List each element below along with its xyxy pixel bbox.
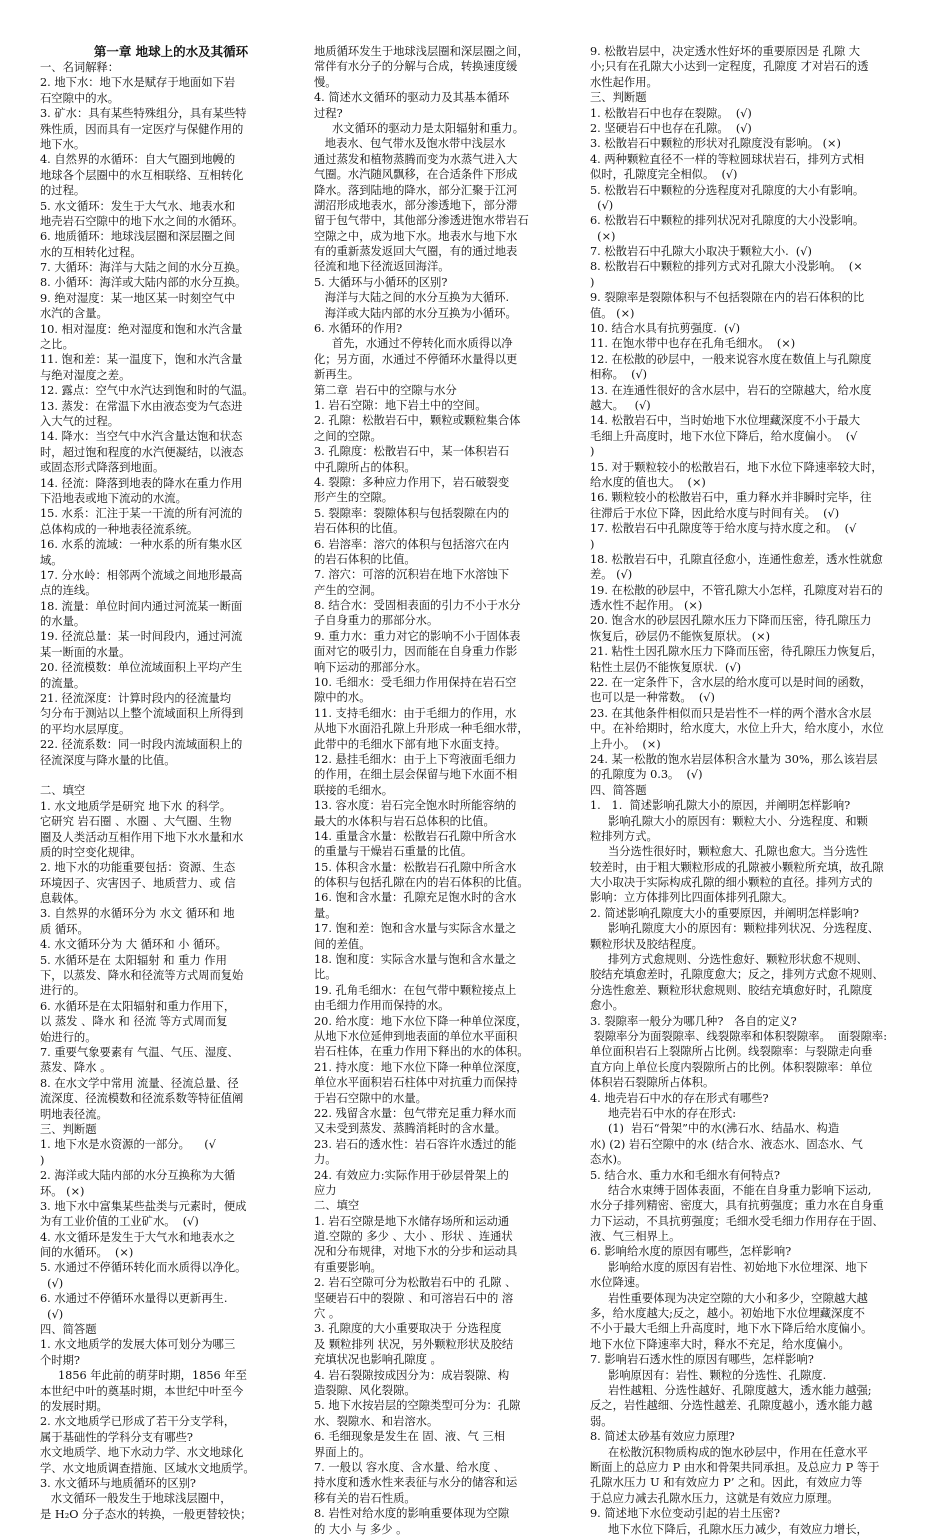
text-line: 2. 孔隙：松散岩石中，颗粒或颗粒集合体 <box>314 414 521 428</box>
text-line: 影响：立方体排列比四面体排列孔隙大。 <box>590 891 794 905</box>
text-line: (√) <box>40 1276 64 1290</box>
text-line: 2. 地下水：地下水是赋存于地面如下岩 <box>40 76 236 90</box>
text-line: 进行的。 <box>40 984 86 998</box>
text-line: 8. 结合水：受固相表面的引力不小于水分 <box>314 599 521 613</box>
text-line: 18. 饱和度：实际含水量与饱和含水量之 <box>314 953 517 967</box>
text-line: 地下水位下降后，孔隙水压力减少，有效应力增长， <box>590 1522 868 1536</box>
text-line: 11. 在饱水带中也存在孔角毛细水。 (×) <box>590 337 796 351</box>
text-line: 13. 在连通性很好的含水层中，岩石的空隙越大，给水度 <box>590 383 872 397</box>
text-line: 2. 海洋或大陆内部的水分互换称为大循 <box>40 1169 236 1183</box>
text-line: 2. 岩石空隙可分为松散岩石中的 孔隙 、 <box>314 1276 517 1290</box>
text-line: 地下水。 <box>40 137 86 151</box>
text-line: 15. 水系：汇注于某一干流的所有河流的 <box>40 507 243 521</box>
text-line: 隙中的水。 <box>314 691 371 705</box>
text-line: 液、气三相界上。 <box>590 1230 681 1244</box>
text-line: 二、填空 <box>314 1199 360 1213</box>
text-line: 19. 孔角毛细水：在包气带中颗粒接点上 <box>314 983 517 997</box>
text-line: 水性起作用。 <box>590 75 658 89</box>
text-line <box>40 768 302 783</box>
text-line: 及 颗粒排列 状况，另外颗粒形状及胶结 <box>314 1337 514 1351</box>
text-line: 21. 径流深度：计算时段内的径流量均 <box>40 692 232 706</box>
text-line: 三、判断题 <box>40 1122 97 1136</box>
text-line: 四、简答题 <box>40 1323 97 1337</box>
text-line: 水分子排列精密、密度大，具有抗剪强度；重力水在自身重 <box>590 1199 884 1213</box>
text-line: 2. 坚硬岩石中也存在孔隙。 (√) <box>590 121 752 135</box>
text-line: 于总应力减去孔隙水压力，这就是有效应力原理。 <box>590 1491 839 1505</box>
text-line: 18. 流量：单位时间内通过河流某一断面 <box>40 599 243 613</box>
text-line: (1) 岩石“骨架”中的水(沸石水、结晶水、构造 <box>590 1122 840 1136</box>
text-line: ) <box>40 1153 45 1167</box>
text-line: 8. 松散岩石中颗粒的排列方式对孔隙大小没影响。 (× <box>590 260 863 274</box>
text-line: 7. 松散岩石中孔隙大小取决于颗粒大小. (√) <box>590 245 812 259</box>
text-line: 4. 地壳岩石中水的存在形式有哪些? <box>590 1091 769 1105</box>
text-line: 22. 径流系数：同一时段内流域面积上的 <box>40 738 243 752</box>
text-line: 粒排列方式。 <box>590 829 658 843</box>
text-line: 间的水循环。 (×) <box>40 1246 134 1260</box>
text-line: 的体积与包括孔隙在内的岩石体积的比值。 <box>314 876 529 890</box>
text-line: 明地表径流。 <box>40 1107 108 1121</box>
text-line: 差。 (√) <box>590 568 633 582</box>
text-line: (√) <box>40 1307 64 1321</box>
text-line: 地壳岩石空隙中的地下水之间的水循环。 <box>40 214 244 228</box>
text-line: 坚硬岩石中的裂隙 、和可溶岩石中的 溶 <box>314 1291 514 1305</box>
text-line: 之比。 <box>40 338 74 352</box>
text-line: 3. 松散岩石中颗粒的形状对孔隙度没有影响。 (×) <box>590 137 841 151</box>
text-line: 下，以蒸发、降水和径流等方式周而复始 <box>40 969 244 983</box>
text-line: ) <box>590 275 595 289</box>
column-3 <box>590 44 910 1537</box>
text-line: 属于基础性的学科分支有哪些? <box>40 1430 193 1444</box>
text-line: 径流和地下径流返回海洋。 <box>314 260 450 274</box>
text-line: 岩石体积的比值。 <box>314 522 405 536</box>
text-line: 24. 某一松散的饱水岩层体积含水量为 30%，那么该岩层 <box>590 752 878 766</box>
text-line: 6. 水通过不停循环水量得以更新再生. <box>40 1292 228 1306</box>
text-line: 慢。 <box>314 75 337 89</box>
text-line: 2. 简述影响孔隙度大小的重要原因，并阐明怎样影响? <box>590 906 859 920</box>
text-line: 以 蒸发 、降水 和 径流 等方式周而复 <box>40 1015 228 1029</box>
text-line: 海洋与大陆之间的水分互换为大循环. <box>314 291 510 305</box>
text-line: 2. 水文地质学已形成了若干分支学科， <box>40 1415 236 1429</box>
text-line: 5. 松散岩石中颗粒的分选程度对孔隙度的大小有影响。 <box>590 183 865 197</box>
text-line: 水文循环的驱动力是太阳辐射和重力。 <box>314 121 525 135</box>
text-line: 似时，孔隙度完全相似。 (√) <box>590 168 738 182</box>
text-line: 3. 水文循环与地质循环的区别? <box>40 1476 196 1490</box>
text-line: 地质循环发生于地球浅层圈和深层圈之间， <box>314 45 529 58</box>
text-line: 值。 (×) <box>590 306 635 320</box>
text-line: 息载体。 <box>40 892 86 906</box>
text-line: 10. 结合水具有抗剪强度. (√) <box>590 322 741 336</box>
text-line: 小;只有在孔隙大小达到一定程度，孔隙度 才对岩石的透 <box>590 60 869 74</box>
text-line: 由毛细力作用而保持的水。 <box>314 999 450 1013</box>
text-line: 12. 悬挂毛细水：由于上下弯液面毛细力 <box>314 752 517 766</box>
text-line: 9. 裂隙率是裂隙体积与不包括裂隙在内的岩石体积的比 <box>590 291 865 305</box>
text-line: 质 循环。 <box>40 922 89 936</box>
column-1 <box>40 44 302 1522</box>
text-line: 8. 小循环：海洋或大陆内部的水分互换。 <box>40 276 247 290</box>
text-line: 透水性不起作用。 (×) <box>590 599 703 613</box>
text-line: 越大。 (√) <box>590 398 651 412</box>
text-line: 体积岩石裂隙所占体积。 <box>590 1076 715 1090</box>
text-line: 影响孔隙度大小的原因有：颗粒排列状况、分选程度、 <box>590 922 880 936</box>
text-line: 1. 岩石空隙是地下水储存场所和运动通 <box>314 1214 510 1228</box>
column-2 <box>314 44 578 1537</box>
text-line: 一、名词解释： <box>40 61 120 74</box>
text-line: 的孔隙度为 0.3。 (√) <box>590 768 703 782</box>
text-line: 联接的毛细水。 <box>314 783 394 797</box>
text-line: 14. 降水：当空气中水汽含量达饱和状态 <box>40 430 243 444</box>
text-line: 岩性越粗、分选性越好、孔隙度越大，透水能力越强; <box>590 1383 872 1397</box>
text-line: 水文循环一般发生于地球浅层圈中， <box>40 1492 232 1506</box>
text-line: 匀分布于测站以上整个流域面积上所得到 <box>40 707 244 721</box>
text-line: 7. 一般以 容水度、含水量、给水度 、 <box>314 1460 506 1474</box>
text-line: 个时期? <box>40 1353 80 1367</box>
text-line: 1. 松散岩石中也存在裂隙。 (√) <box>590 106 752 120</box>
text-line: 颗粒形状及胶结程度。 <box>590 937 703 951</box>
text-line: 6. 水循环是在太阳辐射和重力作用下， <box>40 999 236 1013</box>
text-line: 从地下水位延伸到地表面的单位水平面积 <box>314 1030 518 1043</box>
text-line: 1. 1. 简述影响孔隙大小的原因，并阐明怎样影响? <box>590 799 851 813</box>
text-line: 造裂隙、风化裂隙。 <box>314 1383 416 1397</box>
text-line: 22. 在一定条件下，含水层的给水度可以是时间的函数， <box>590 676 872 690</box>
text-line: 4. 裂隙：多种应力作用下，岩石破裂变 <box>314 475 510 489</box>
text-line: 岩石柱体，在重力作用下释出的水的体积。 <box>314 1045 529 1059</box>
text-line: 蒸发、降水 。 <box>40 1061 112 1075</box>
text-line: 响下运动的那部分水。 <box>314 660 427 674</box>
text-line: 充填状况也影响孔隙度 。 <box>314 1353 442 1367</box>
text-line: 力。 <box>314 1153 337 1167</box>
text-line: 6. 岩溶率：溶穴的体积与包括溶穴在内 <box>314 537 510 551</box>
text-line: 的水量。 <box>40 615 86 629</box>
text-line: 的作用，在细土层会保留与地下水面不相 <box>314 768 518 782</box>
text-line: 22. 残留含水量：包气带充足重力释水而 <box>314 1106 517 1120</box>
text-line: 影响给水度的原因有岩性、初始地下水位埋深、地下 <box>590 1260 868 1274</box>
text-line: (×) <box>590 229 616 243</box>
text-line: 3. 自然界的水循环分为 水文 循环和 地 <box>40 907 235 921</box>
text-line: 质的时空变化规律。 <box>40 845 142 859</box>
text-line: 14. 径流：降落到地表的降水在重力作用 <box>40 476 243 490</box>
text-line: 地球各个层圈中的水互相联络、互相转化 <box>40 168 244 182</box>
text-line: 7. 溶穴：可溶的沉积岩在地下水溶蚀下 <box>314 568 510 582</box>
text-line: 9. 重力水：重力对它的影响不小于固体表 <box>314 629 521 643</box>
text-line: 始进行的。 <box>40 1030 97 1044</box>
text-line: 4. 简述水文循环的驱动力及其基本循环 <box>314 91 510 105</box>
text-line: 12. 露点：空气中水汽达到饱和时的气温。 <box>40 384 254 398</box>
text-line: 有的重新蒸发返回大气圈，有的通过地表 <box>314 245 518 259</box>
text-line: 水位降速。 <box>590 1276 647 1290</box>
text-line: 过程? <box>314 106 343 120</box>
text-line: 穴 。 <box>314 1307 341 1321</box>
text-line: 最大的水体积与岩石总体积的比值。 <box>314 814 495 828</box>
text-line: 空隙之中，成为地下水。地表水与地下水 <box>314 229 518 243</box>
text-line: 断面上的总应力 P 由水和骨架共同承担。及总应力 P 等于 <box>590 1460 880 1474</box>
text-line: 8. 岩性对给水度的影响重要体现为空隙 <box>314 1507 510 1521</box>
text-line: 9. 松散岩层中，决定透水性好坏的重要原因是 孔隙 大 <box>590 45 861 58</box>
text-line: 20. 径流模数：单位流域面积上平均产生 <box>40 661 243 675</box>
text-line: 的过程。 <box>40 184 86 198</box>
text-line: 域。 <box>40 553 63 567</box>
text-line: 排列方式愈规则、分选性愈好、颗粒形状愈不规则、 <box>590 953 868 967</box>
text-line: 比。 <box>314 968 337 982</box>
text-line: 上升小。 (×) <box>590 737 661 751</box>
text-line: 量。 <box>314 906 337 920</box>
text-line: 往滞后于水位下降，因此给水度与时间有关。 (√) <box>590 506 840 520</box>
text-line: 也可以是一种常数。 (√) <box>590 691 715 705</box>
text-line: 9. 绝对湿度：某一地区某一时刻空气中 <box>40 291 236 305</box>
text-line: 13. 容水度：岩石完全饱水时所能容纳的 <box>314 799 517 813</box>
text-line: 时，超过饱和程度的水汽便凝结，以液态 <box>40 445 244 459</box>
text-line: ) <box>590 445 595 459</box>
text-line: 第二章 岩石中的空隙与水分 <box>314 383 457 397</box>
text-line: 21. 粘性土因孔隙水压力下降而压密，待孔隙压力恢复后， <box>590 645 883 659</box>
text-line: 7. 重要气象要素有 气温、气压、湿度、 <box>40 1046 239 1059</box>
text-line: 直方向上单位长度内裂隙所占的比例。体积裂隙率：单位 <box>590 1060 873 1074</box>
text-line: 13. 蒸发：在常温下水由液态变为气态进 <box>40 399 243 413</box>
text-line: 23. 岩石的透水性：岩石容许水透过的能 <box>314 1137 517 1151</box>
text-line: 5. 裂隙率：裂隙体积与包括裂隙在内的 <box>314 506 510 520</box>
text-line: 于岩石空隙中的水量。 <box>314 1091 427 1105</box>
text-line: 圈及人类活动互相作用下地下水水量和水 <box>40 830 244 844</box>
text-line: 降水。落到陆地的降水，部分汇聚于江河 <box>314 183 518 197</box>
text-line: 11. 支持毛细水：由于毛细力的作用，水 <box>314 706 517 720</box>
text-line: 15. 对于颗粒较小的松散岩石，地下水位下降速率较大时， <box>590 460 883 474</box>
text-line: 恢复后，砂层仍不能恢复原状。 (×) <box>590 629 771 643</box>
text-line: 单位水平面积岩石柱体中对抗重力而保持 <box>314 1076 518 1090</box>
text-line: 或固态形式降落到地面。 <box>40 461 165 475</box>
text-line: 5. 结合水、重力水和毛细水有何特点? <box>590 1168 780 1182</box>
text-line: 殊性质，因而具有一定医疗与保健作用的 <box>40 122 244 136</box>
text-line: 1. 水文地质学是研究 地下水 的科学。 <box>40 799 232 813</box>
text-line: 地表水、包气带水及饱水带中浅层水 <box>314 137 506 151</box>
text-line: 8. 在水文学中常用 流量、径流总量、径 <box>40 1076 239 1090</box>
text-line: 总体构成的一种地表径流系统。 <box>40 522 199 536</box>
text-line: 点的连线。 <box>40 584 97 598</box>
text-line: 3. 矿水：具有某些特殊组分，具有某些特 <box>40 107 247 121</box>
text-line: 裂隙率分为面裂隙率、线裂隙率和体积裂隙率。 面裂隙率: <box>590 1030 888 1043</box>
text-line: 19. 在松散的砂层中，不管孔隙大小怎样，孔隙度对岩石的 <box>590 583 883 597</box>
text-line: 流深度、径流模数和径流系数等特征值阐 <box>40 1092 244 1106</box>
text-line: 有重要影响。 <box>314 1260 382 1274</box>
text-line: 5. 水循环是在 太阳辐射 和 重力 作用 <box>40 953 227 967</box>
text-line: 3. 地下水中富集某些盐类与元素时，便成 <box>40 1199 247 1213</box>
text-line: 孔隙水压力 U 和有效应力 P’ 之和。因此，有效应力等 <box>590 1476 863 1490</box>
text-line: 4. 岩石裂隙按成因分为：成岩裂隙、构 <box>314 1368 510 1382</box>
text-line: 弱。 <box>590 1414 613 1428</box>
text-line: 20. 饱含水的砂层因孔隙水压力下降而压密，待孔隙压力 <box>590 614 872 628</box>
text-line: 4. 自然界的水循环：自大气圈到地幔的 <box>40 153 236 167</box>
text-line: 此带中的毛细水下部有地下水面支持。 <box>314 737 507 751</box>
text-line: 常伴有水分子的分解与合成，转换速度缓 <box>314 60 518 74</box>
text-line: 4. 两种颗粒直径不一样的等粒圆球状岩石，排列方式相 <box>590 152 865 166</box>
text-line: 道.空隙的 多少 、大小 、形状 、连通状 <box>314 1230 513 1244</box>
text-line: 石空隙中的水。 <box>40 91 120 105</box>
text-line: 8. 简述太砂基有效应力原理? <box>590 1430 735 1444</box>
text-line: 相称。 (√) <box>590 368 648 382</box>
text-line: 15. 体积含水量：松散岩石孔隙中所含水 <box>314 860 517 874</box>
text-line: 地下水位下降速率大时，释水不充足，给水度偏小。 <box>590 1337 850 1351</box>
text-line: 在松散沉积物质构成的饱水砂层中，作用在任意水平 <box>590 1445 868 1459</box>
text-line: 9. 简述地下水位变动引起的岩土压密? <box>590 1507 780 1521</box>
text-line: 1. 岩石空隙：地下岩土中的空间。 <box>314 398 487 412</box>
text-line: 水的互相转化过程。 <box>40 245 142 259</box>
text-line: 新再生。 <box>314 368 360 382</box>
text-line: 三、判断题 <box>590 91 647 105</box>
text-line: 海洋或大陆内部的水分互换为小循环。 <box>314 306 517 320</box>
text-line: 6. 水循环的作用? <box>314 322 403 336</box>
text-line: 19. 径流总量：某一时间段内，通过河流 <box>40 630 243 644</box>
text-line: 3. 孔隙度的大小重要取决于 分选程度 <box>314 1322 502 1336</box>
text-line: 为有工业价值的工业矿水。 (√) <box>40 1215 199 1229</box>
text-line: 之间的空隙。 <box>314 429 382 443</box>
text-line: 又未受到蒸发、蒸腾消耗时的含水量。 <box>314 1122 507 1136</box>
text-line: 水、裂隙水、和岩溶水。 <box>314 1414 439 1428</box>
text-line: 大小取决于实际构成孔隙的细小颗粒的直径。排列方式的 <box>590 876 873 890</box>
text-line: 18. 松散岩石中，孔隙直径愈小，连通性愈差，透水性就愈 <box>590 552 883 566</box>
text-line: 粘性土层仍不能恢复原状. (√) <box>590 660 742 674</box>
text-line: 6. 地质循环：地球浅层圈和深层圈之间 <box>40 230 236 244</box>
text-line: 本世纪中叶的奠基时期，本世纪中叶至今 <box>40 1384 244 1398</box>
text-line: 的发展时期。 <box>40 1399 108 1413</box>
text-line: 中。在补给期时，给水度大，水位上升大，给水度小，水位 <box>590 722 884 736</box>
text-line: 影响孔隙大小的原因有：颗粒大小、分选程度、和颗 <box>590 814 868 828</box>
text-line: 12. 在松散的砂层中，一般来说容水度在数值上与孔隙度 <box>590 352 872 366</box>
text-line: 中孔隙所占的体积。 <box>314 460 416 474</box>
text-line: 4. 水文循环是发生于大气水和地表水之 <box>40 1230 236 1244</box>
text-line: 2. 地下水的功能重要包括：资源、生态 <box>40 861 236 875</box>
text-line: 水汽的含量。 <box>40 307 108 321</box>
text-line: 界面上的。 <box>314 1445 371 1459</box>
text-line: 首先，水通过不停转化而水质得以净 <box>314 337 513 351</box>
text-line: 产生的空洞。 <box>314 583 382 597</box>
text-line: 7. 影响岩石透水性的原因有哪些，怎样影响? <box>590 1353 814 1367</box>
text-line: 下沿地表或地下流动的水流。 <box>40 491 187 505</box>
text-line: 岩性重要体现为决定空隙的大小和多少，空隙越大越 <box>590 1291 868 1305</box>
text-line: 气圈。水汽随风飘移，在合适条件下形成 <box>314 168 518 182</box>
text-line: 6. 影响给水度的原因有哪些，怎样影响? <box>590 1245 792 1259</box>
text-line: 胶结充填愈差时，孔隙度愈大；反之，排列方式愈不规则、 <box>590 968 884 982</box>
text-line: 某一断面的水量。 <box>40 645 131 659</box>
text-line: 环境因子、灾害因子、地质营力、或 信 <box>40 876 236 890</box>
text-line: 环。 (×) <box>40 1184 85 1198</box>
text-line: 间的差值。 <box>314 937 371 951</box>
text-line: 反之，岩性越细、分选性越差、孔隙度越小，透水能力越 <box>590 1399 873 1413</box>
text-line: 14. 松散岩石中，当时始地下水位埋藏深度不小于最大 <box>590 414 861 428</box>
text-line: 10. 相对湿度：绝对湿度和饱和水汽含量 <box>40 322 243 336</box>
text-line: 17. 松散岩石中孔隙度等于给水度与持水度之和。 (√ <box>590 522 857 536</box>
text-line: (√) <box>590 198 614 212</box>
text-line: 1. 地下水是水资源的一部分。 (√ <box>40 1138 216 1152</box>
text-line: 湖沼形成地表水，部分渗透地下，部分滞 <box>314 198 518 212</box>
text-line: 的流量。 <box>40 676 86 690</box>
chapter-title: 第一章 地球上的水及其循环 <box>93 44 249 59</box>
text-line: 1. 水文地质学的发展大体可划分为哪三 <box>40 1338 236 1352</box>
text-line: 的 大小 与 多少 。 <box>314 1522 408 1536</box>
text-line: 的岩石体积的比值。 <box>314 552 416 566</box>
text-line: 入大气的过程。 <box>40 414 120 428</box>
text-line: 不小于最大毛细上升高度时，地下水下降后给水度偏小。 <box>590 1322 873 1336</box>
text-line: 径流深度与降水量的比值。 <box>40 753 176 767</box>
text-line: 3. 孔隙度：松散岩石中，某一体积岩石 <box>314 445 510 459</box>
text-line: 16. 饱和含水量：孔隙充足饱水时的含水 <box>314 891 517 905</box>
text-line: 23. 在其他条件相似而只是岩性不一样的两个潜水含水层 <box>590 706 872 720</box>
text-line: 多，给水度越大;反之，越小。初始地下水位埋藏深度不 <box>590 1307 865 1321</box>
text-line: 的重量与干燥岩石重量的比值。 <box>314 845 473 859</box>
text-line: 与绝对湿度之差。 <box>40 368 131 382</box>
text-line: 化；另方面，水通过不停循环水量得以更 <box>314 352 518 366</box>
text-line: 持水度和透水性来表征与水分的储容和运 <box>314 1476 518 1490</box>
text-line: 3. 裂隙率一般分为哪几种? 各自的定义? <box>590 1014 797 1028</box>
text-line: 是 H₂O 分子态水的转换，一般更替较快； <box>40 1507 252 1521</box>
text-line: 6. 松散岩石中颗粒的排列状况对孔隙度的大小没影响。 <box>590 214 865 228</box>
text-line: 从地下水面沿孔隙上升形成一种毛细水带， <box>314 722 529 736</box>
text-line: 力下运动，不具抗剪强度；毛细水受毛细力作用存在于固、 <box>590 1214 884 1228</box>
text-line: 11. 饱和差：某一温度下，饱和水汽含量 <box>40 353 243 367</box>
text-line: 5. 水文循环：发生于大气水、地表水和 <box>40 199 236 213</box>
text-line: 21. 持水度：地下水位下降一种单位深度， <box>314 1060 528 1074</box>
text-line: 14. 重量含水量：松散岩石孔隙中所含水 <box>314 829 517 843</box>
text-line: ) <box>590 537 595 551</box>
text-line: 17. 分水岭：相邻两个流域之间地形最高 <box>40 568 243 582</box>
text-line: 5. 水通过不停循环转化而水质得以净化。 <box>40 1261 247 1275</box>
text-line: 面对它的吸引力，因而能在自身重力作影 <box>314 645 518 659</box>
text-line: 态水)。 <box>590 1153 629 1167</box>
text-line: 分选性愈差、颗粒形状愈规则、胶结充填愈好时，孔隙度 <box>590 983 873 997</box>
text-line: 地壳岩石中水的存在形式: <box>590 1106 737 1120</box>
text-line: 结合水束缚于固体表面，不能在自身重力影响下运动, <box>590 1183 872 1197</box>
text-line: 愈小。 <box>590 999 624 1013</box>
text-line: 7. 大循环：海洋与大陆之间的水分互换。 <box>40 261 247 275</box>
text-line: 应力 <box>314 1183 337 1197</box>
text-line: 况和分布规律，对地下水的分步和运动具 <box>314 1245 518 1259</box>
text-line: 子自身重力的那部分水。 <box>314 614 439 628</box>
text-line: 水) (2) 岩石空隙中的水 (结合水、液态水、固态水、气 <box>590 1137 863 1151</box>
text-line: 20. 给水度：地下水位下降一种单位深度， <box>314 1014 528 1028</box>
text-line: 四、简答题 <box>590 783 647 797</box>
text-line: 16. 水系的流域：一种水系的所有集水区 <box>40 538 243 552</box>
text-line: 二、填空 <box>40 784 86 798</box>
text-line: 17. 饱和差：饱和含水量与实际含水量之 <box>314 922 517 936</box>
text-line: 5. 大循环与小循环的区别? <box>314 275 448 289</box>
text-line: 毛细上升高度时，地下水位下降后，给水度偏小。 (√ <box>590 429 858 443</box>
text-line: 4. 水文循环分为 大 循环和 小 循环。 <box>40 938 227 952</box>
text-line: 影响原因有：岩性、颗粒的分选性、孔隙度. <box>590 1368 827 1382</box>
text-line: 形产生的空隙。 <box>314 491 394 505</box>
text-line: 留于包气带中，其他部分渗透进饱水带岩石 <box>314 214 529 228</box>
text-line: 1856 年此前的萌芽时期，1856 年至 <box>40 1369 247 1383</box>
text-line: 通过蒸发和植物蒸腾而变为水蒸气进入大 <box>314 152 518 166</box>
text-line: 较差时，由于粗大颗粒形成的孔隙被小颗粒所充填，故孔隙 <box>590 860 884 874</box>
text-line: 给水度的值也大。 (×) <box>590 475 706 489</box>
text-line: 24. 有效应力:实际作用于砂层骨架上的 <box>314 1168 509 1182</box>
text-line: 5. 地下水按岩层的空隙类型可分为：孔隙 <box>314 1399 521 1413</box>
text-line: 学、水文地质调查措施、区域水文地质学。 <box>40 1461 255 1475</box>
text-line: 它研究 岩石圈 、水圈 、大气圈、生物 <box>40 815 232 829</box>
text-line: 6. 毛细现象是发生在 固、液、气 三相 <box>314 1430 506 1444</box>
text-line: 当分选性很好时，颗粒愈大、孔隙也愈大。当分选性 <box>590 845 868 859</box>
text-line: 单位面积岩石上裂隙所占比例。线裂隙率：与裂隙走向垂 <box>590 1045 873 1059</box>
text-line: 的平均水层厚度。 <box>40 722 131 736</box>
text-line: 16. 颗粒较小的松散岩石中，重力释水并非瞬时完毕，往 <box>590 491 872 505</box>
text-line: 水文地质学、地下水动力学、水文地球化 <box>40 1446 244 1460</box>
text-line: 移有关的岩石性质。 <box>314 1491 416 1505</box>
text-line: 10. 毛细水：受毛细力作用保持在岩石空 <box>314 676 517 690</box>
